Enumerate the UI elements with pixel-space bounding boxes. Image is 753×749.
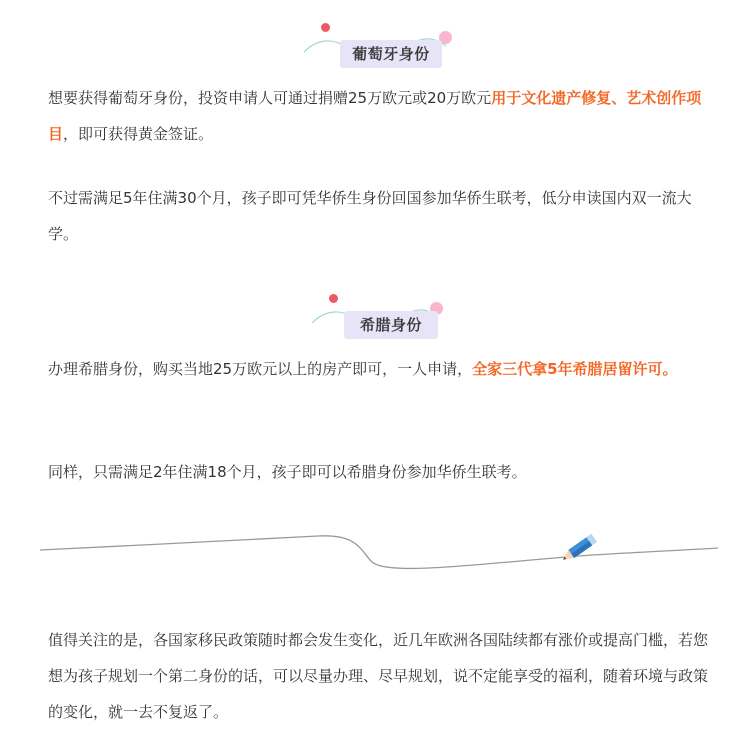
highlight-text: 用于文化遗产修复、艺术创作项目 xyxy=(48,89,702,143)
paragraph-text: 值得关注的是，各国家移民政策随时都会发生变化，近几年欧洲各国陆续都有涨价或提高门槛，若您想为孩子规划一个第二身份的话，可以尽量办理、尽早规划，说不定能享受的福利，随着环境与政策的变化，就一去不复返了。 xyxy=(48,631,709,721)
paragraph-text: ，即可获得黄金签证。 xyxy=(63,125,214,143)
section-title: 葡萄牙身份 xyxy=(340,40,442,68)
red-dot-icon xyxy=(321,23,330,32)
greece-paragraph-1 xyxy=(48,351,714,387)
portugal-paragraph-2 xyxy=(48,180,714,252)
section-header-portugal xyxy=(0,20,753,80)
paragraph-text: 想要获得葡萄牙身份，投资申请人可通过捐赠25万欧元或20万欧元 xyxy=(48,89,492,107)
greece-paragraph-2 xyxy=(48,454,714,490)
paragraph-text: 不过需满足5年住满30个月，孩子即可凭华侨生身份回国参加华侨生联考，低分申读国内双一流大学。 xyxy=(48,189,692,243)
wavy-divider xyxy=(38,528,720,578)
paragraph-text: 办理希腊身份，购买当地25万欧元以上的房产即可，一人申请， xyxy=(48,360,473,378)
portugal-paragraph-1 xyxy=(48,80,714,152)
red-dot-icon xyxy=(329,294,338,303)
section-header-greece xyxy=(0,291,753,351)
pencil-icon xyxy=(560,534,597,564)
paragraph-text: 同样，只需满足2年住满18个月，孩子即可以希腊身份参加华侨生联考。 xyxy=(48,463,527,481)
highlight-text: 全家三代拿5年希腊居留许可。 xyxy=(472,360,678,378)
closing-paragraph xyxy=(48,622,714,730)
section-title: 希腊身份 xyxy=(344,311,438,339)
